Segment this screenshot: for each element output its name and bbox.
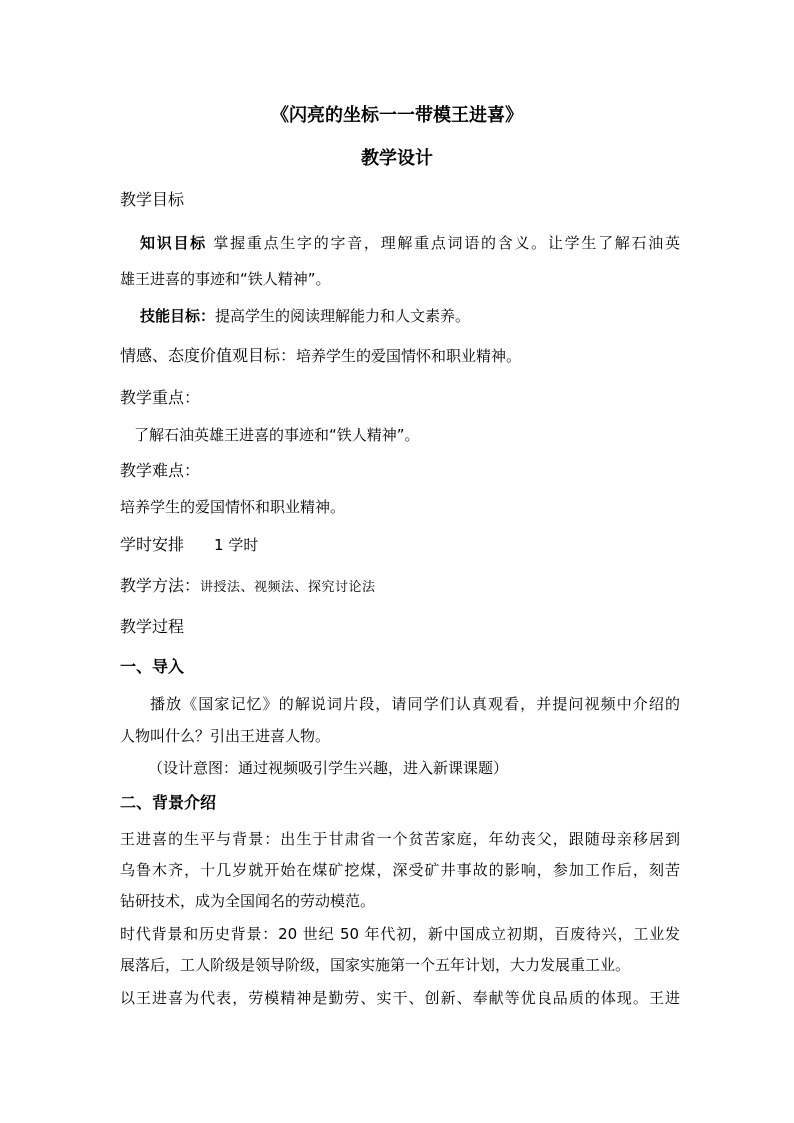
document-subtitle: 教学设计 (361, 148, 433, 169)
skill-objective (140, 306, 680, 326)
emotion-objective (120, 346, 680, 366)
intro-text-line-2: 人物叫什么？引出王进喜人物。 (120, 727, 331, 745)
document-title: 《闪亮的坐标一一带模王进喜》 (271, 105, 523, 126)
knowledge-objective-line-1 (140, 233, 680, 253)
background-paragraph-1-line-3: 钻研技术，成为全国闻名的劳动模范。 (120, 892, 376, 910)
intro-text-line-1: 播放《国家记忆》的解说词片段，请同学们认真观看，并提问视频中介绍的 (150, 695, 680, 713)
key-points-text: 了解石油英雄王进喜的事迹和“铁人精神”。 (134, 426, 420, 444)
schedule-value: 1 学时 (214, 536, 259, 554)
knowledge-objective-line-2: 雄王进喜的事迹和“铁人精神”。 (120, 270, 331, 288)
background-paragraph-2-line-1: 时代背景和历史背景：20 世纪 50 年代初，新中国成立初期，百废待兴，工业发 (120, 925, 680, 943)
schedule-label: 学时安排 (120, 535, 185, 554)
objectives-heading: 教学目标 (120, 190, 185, 209)
key-points-heading: 教学重点： (120, 388, 201, 407)
methods-label: 教学方法： (120, 576, 201, 595)
intro-design-note: （设计意图：通过视频吸引学生兴趣，进入新课课题） (148, 759, 509, 777)
methods-text: 讲授法、视频法、探究讨论法 (200, 580, 376, 595)
schedule-line (120, 535, 680, 555)
process-heading: 教学过程 (120, 617, 185, 636)
difficulties-text: 培养学生的爱国情怀和职业精神。 (120, 498, 346, 516)
background-paragraph-2-line-2: 展落后，工人阶级是领导阶级，国家实施第一个五年计划，大力发展重工业。 (120, 956, 631, 974)
methods-line (120, 576, 680, 598)
background-paragraph-1-line-1: 王进喜的生平与背景：出生于甘肃省一个贫苦家庭，年幼丧父，跟随母亲移居到 (120, 830, 680, 848)
background-heading: 二、背景介绍 (120, 793, 217, 812)
background-paragraph-1-line-2: 乌鲁木齐，十几岁就开始在煤矿挖煤，深受矿井事故的影响，参加工作后，刻苦 (120, 861, 680, 879)
skill-objective-label: 技能目标： (140, 307, 216, 325)
knowledge-objective-label: 知识目标 (140, 234, 207, 252)
difficulties-heading: 教学难点： (120, 461, 201, 480)
knowledge-objective-text: 掌握重点生字的字音，理解重点词语的含义。让学生了解石油英 (213, 234, 680, 252)
emotion-objective-text: 培养学生的爱国情怀和职业精神。 (296, 347, 522, 365)
emotion-objective-label: 情感、态度价值观目标： (120, 346, 297, 365)
background-paragraph-3-line-1: 以王进喜为代表，劳模精神是勤劳、实干、创新、奉献等优良品质的体现。王进 (120, 989, 680, 1007)
skill-objective-text: 提高学生的阅读理解能力和人文素养。 (215, 307, 471, 325)
intro-heading: 一、导入 (120, 657, 185, 676)
